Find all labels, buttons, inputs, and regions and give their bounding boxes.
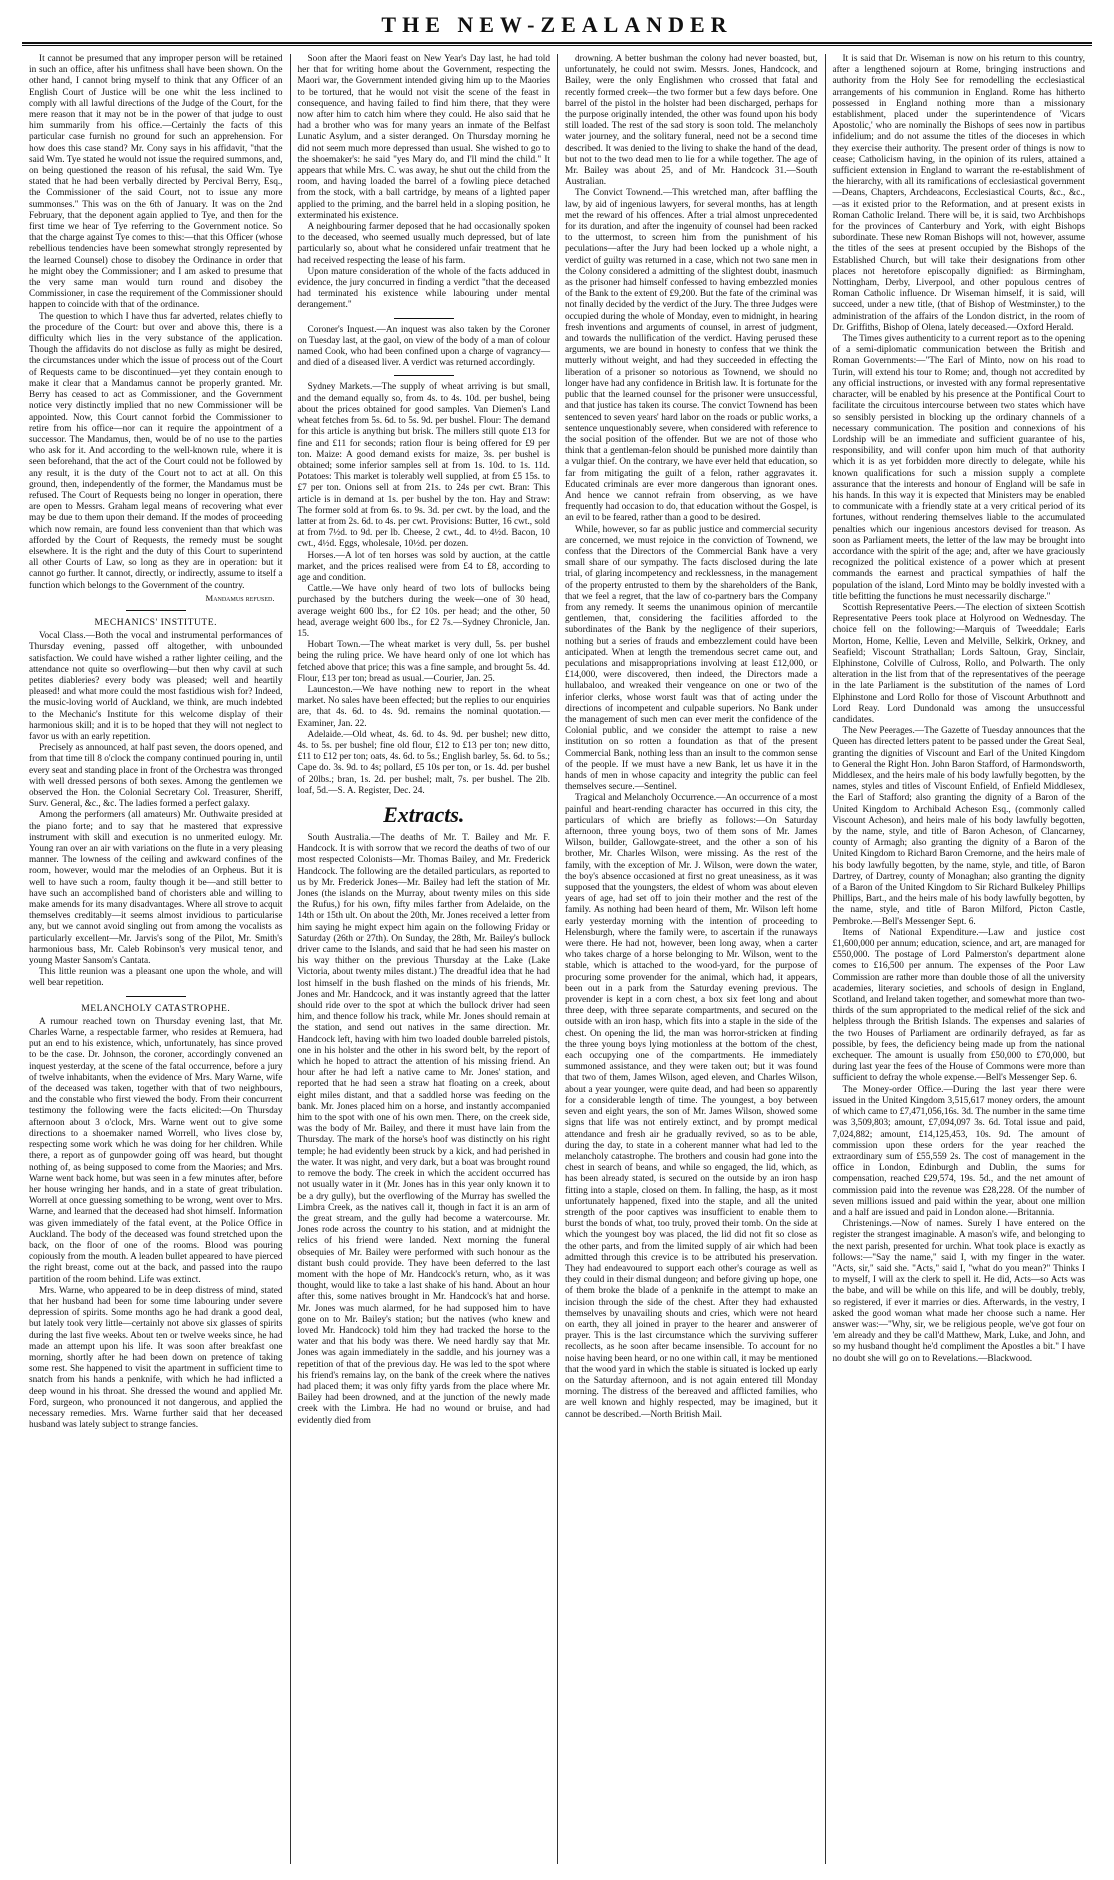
paragraph: drowning. A better bushman the colony had never boasted, but, unfortunately, he could not swim. Messrs. Jones, Handcock, and Bailey, were the only Englishmen who crossed that fatal and recently formed creek—the two former but a few days before. One barrel of the pistol in the holster had been discharged, perhaps for the purpose originally intended, the other was found upon his body still loaded. The rest of the sad story is soon told. The melancholy water journey, and the solitary funeral, need not be a second time described. It was denied to the living to shake the hand of the dead, but not to the two dead men to lie for a while together. The age of Mr. Bailey was about 25, and of Mr. Handcock 31.—South Australian. bbox=[565, 54, 818, 188]
column-2 bbox=[290, 54, 558, 1864]
masthead-rule bbox=[22, 42, 1092, 46]
paragraph: Precisely as announced, at half past seven, the doors opened, and from that time till 8 o'clock the company continued pouring in, until every seat and standing place in front of the Orchestra was thronged with well dressed persons of both sexes. Among the gentlemen we observed the Hon. the Colonial Secretary Col. Treasurer, Sheriff, Surv. General, &c., &c. The ladies formed a perfect galaxy. bbox=[29, 743, 283, 810]
section-heading: MECHANICS' INSTITUTE. bbox=[94, 616, 218, 628]
paragraph: A neighbouring farmer deposed that he had occasionally spoken to the deceased, who seemed usually much depressed, but of late particularly so, about what he considered unfair treatment that he had received respecting the lease of his farm. bbox=[297, 222, 550, 266]
paragraph: Adelaide.—Old wheat, 4s. 6d. to 4s. 9d. per bushel; new ditto, 4s. to 5s. per bushel; fine old flour, £12 to £13 per ton; new ditto, £11 to £12 per ton; oats, 4s. 6d. to 5s.; English barley, 5s. 6d. to 5s.; Cape do. 3s. 9d. to 4s; pollard, £5 10s per ton, or 1s. 4d. per bushel of 20lbs.; bran, 1s. 2d. per bushel; malt, 7s. per bushel. The 2lb. loaf, 5d.—S. A. Register, Dec. 24. bbox=[297, 729, 550, 796]
paragraph: Vocal Class.—Both the vocal and instrumental performances of Thursday evening, passed off altogether, with unbounded satisfaction. We could have wished a rather lighter ceiling, and the attendance not quite so overflowing—but then why cavil at such petites diableries? every body was pleased; well and heartily pleased! and what more could the most fastidious wish for? Indeed, the music-loving world of Auckland, we think, are much indebted to the Mechanic's Institute for this welcome display of their harmonious skill; and it is to be hoped that they will not neglect to favor us with an early repetition. bbox=[29, 631, 283, 742]
paragraph: Upon mature consideration of the whole of the facts adduced in evidence, the jury concurred in finding a verdict "that the deceased had terminated his existence while labouring under mental derangement." bbox=[297, 266, 550, 311]
column-1 bbox=[22, 54, 290, 1864]
paragraph: The Times gives authenticity to a current report as to the opening of a semi-diplomatic communication between the British and Roman Governments:—"The Earl of Minto, now on his road to Turin, will extend his tour to Rome; and, though not accredited by any official instructions, or invested with any formal representative character, will be enabled by his presence at the Pontifical Court to facilitate the circuitous intercourse between two states which have so sensibly persisted in blocking up the ordinary channels of a necessary communication. The position and connexions of his Lordship will be an immediate and sufficient guarantee of his, responsibility, and will confer upon him much of that authority which it is as yet forbidden more directly to delegate, while his known qualifications for such a mission supply a complete assurance that the interests and honour of England will be safe in his hands. In this way it is expected that Ministers may be enabled to communicate with a friendly state at a very critical period of its fortunes, without rendering themselves liable to the accumulated penalties which our ingenious ancestors devised for treason. As soon as Parliament meets, the letter of the law may be brought into accordance with the spirit of the age; and, after we have graciously recognized the political existence of a power which at present commands the earnest and practical sympathies of half the population of the island, Lord Minto may be boldly invested with a title befitting the functions he must necessarily discharge." bbox=[832, 334, 1085, 602]
paragraph: It is said that Dr. Wiseman is now on his return to this country, after a lengthened sojourn at Rome, bringing instructions and authority from the Holy See for remodelling the ecclesiastical arrangements of his communion in England. Rome has hitherto possessed in England nothing more than a missionary establishment, placed under the superintendence of 'Vicars Apostolic,' who are nominally the Bishops of sees now in partibus infidelium; and do not assume the titles of the dioceses in which they exercise their authority. The present order of things is now to cease; Catholicism having, in the opinion of its rulers, attained a sufficient extension in England to warrant the re-establishment of the hierarchy, with all its ramifications of ecclesiastical government—Deans, Chapters, Archdeacons, Ecclesiastical Courts, &c., &c.,—as it existed prior to the Reformation, and at present exists in Roman Catholic Ireland. There will be, it is said, two Archbishops for the provinces of Canterbury and York, with eight Bishops subordinate. These new Roman Bishops will not, however, assume the titles of the sees at present occupied by the Bishops of the Established Church, but will take their designations from other places not heretofore episcopally dignified: as Birmingham, Nottingham, Derby, Liverpool, and other populous centres of Roman Catholic influence. Dr Wiseman himself, it is said, will succeed, under a new title, (that of Bishop of Westminster,) to the administration of the affairs of the London district, in the room of Dr. Griffiths, Bishop of Olena, lately deceased.—Oxford Herald. bbox=[832, 54, 1085, 333]
divider bbox=[126, 610, 186, 611]
divider bbox=[394, 375, 454, 376]
newspaper-page bbox=[22, 12, 1092, 1870]
extracts-heading: Extracts. bbox=[383, 802, 465, 827]
paragraph: The Convict Townend.—This wretched man, after baffling the law, by aid of ingenious lawyers, for several months, has at length met the reward of his offences. After a trial almost unprecedented for its duration, and after the ingenuity of counsel had been racked to the uttermost, to screen him from the punishment of his peculations—after the Jury had been locked up a whole night, a verdict of guilty was returned in a case, which not two sane men in the Colony considered a admitting of the slightest doubt, inasmuch as the prisoner had himself confessed to having embezzled monies of the Bank to the extent of £9,200. But the fate of the criminal was not finally decided by the verdict of the Jury. The three Judges were occupied during the whole of Monday, even to midnight, in hearing fresh inventions and arguments of counsel, in arrest of judgment, and towards the nullification of the verdict. Having perused these arguments, we are bound in honesty to confess that we think the mutterly without weight, and had they succeeded in effecting the liberation of a prisoner so notorious as Townend, we should no longer have had any confidence in British law. It is fortunate for the public that the learned counsel for the prisoner were unsuccessful, and that justice has taken its course. The convict Townend has been sentenced to seven years' hard labor on the roads or public works, a sentence unquestionably severe, when considered with reference to the social position of the offender. But we are not of those who think that a gentleman-felon should be punished more daintily than a vulgar thief. On the contrary, we have ever held that education, so far from mitigating the guilt of a felon, rather aggravates it. Educated criminals are ever more dangerous than ignorant ones. And hence we cannot refrain from observing, as we have frequently had occasion to do, that education without the Gospel, is an evil to be feared, rather than a good to be desired. bbox=[565, 188, 818, 524]
signature-line: Mandamus refused. bbox=[205, 592, 275, 603]
paragraph: Items of National Expenditure.—Law and justice cost £1,600,000 per annum; education, science, and art, are managed for £550,000. The postage of Lord Palmerston's department alone comes to £16,500 per annum. The expenses of the Poor Law Commission are rather more than double those of all the university academies, literary societies, and schools of design in England, Scotland, and Ireland taken together, and somewhat more than two-thirds of the sum appropriated to the medical relief of the sick and helpless through the British Islands. The expenses and salaries of the two Houses of Parliament are ordinarily defrayed, as far as possible, by fees, the deficiency being made up from the national exchequer. The amount is usually from £50,000 to £70,000, but during last year the fees of the House of Commons were more than sufficient to defray the whole expense.—Bell's Messenger Sep. 6. bbox=[832, 927, 1085, 1084]
paragraph: Horses.—A lot of ten horses was sold by auction, at the cattle market, and the prices realised were from £4 to £8, according to age and condition. bbox=[297, 550, 550, 583]
paragraph: Christenings.—Now of names. Surely I have entered on the register the strangest imaginable. A mason's wife, and belonging to the next parish, presented for urchin. What took place is exactly as follows:—"Say the name," said I, with my finger in the water. "Acts, sir," said she. "Acts," said I, "what do you mean?" Thinks I to myself, I will ax the clerk to spell it. He did, Acts—so Acts was the babe, and will be while on this life, and will be doubly, trebly, so registered, if ever it marries or dies. Afterwards, in the vestry, I asked the good woman what made her choose such a name. Her answer was:—"Why, sir, we be religious people, we've got four on 'em already and they be call'd Matthew, Mark, Luke, and John, and so my husband thought he'd compliment the Apostles a bit." I have no doubt she will go on to Revelations.—Blackwood. bbox=[832, 1219, 1085, 1364]
column-3 bbox=[557, 54, 825, 1864]
paragraph: South Australia.—The deaths of Mr. T. Bailey and Mr. F. Handcock. It is with sorrow that we record the deaths of two of our most respected Colonists—Mr. Thomas Bailey, and Mr. Frederick Handcock. The following are the detailed particulars, as reported to us by Mr. Frederick Jones—Mr. Bailey had left the station of Mr. Jones (the islands on the Murray, about twenty miles on this side the Rufus,) for his own, fifty miles farther from Adelaide, on the 14th or 15th ult. On about the 20th, Mr. Jones received a letter from him saying he might expect him again on the following Friday or Saturday (26th or 27th). On Sunday, the 28th, Mr. Bailey's bullock driver came to the Islands, and said that he had seen his master on his way thither on the previous Thursday at the Lake (Lake Victoria, about twenty miles distant.) The dreadful idea that he had lost himself in the bush flashed on the minds of his friends, Mr. Jones and Mr. Handcock, and it was instantly agreed that the latter should ride over to the spot at which the bullock driver had seen him, and thence follow his track, while Mr. Jones should remain at the station, and send out natives in the same direction. Mr. Handcock left, having with him two loaded double barreled pistols, one in his holster and the other in his sword belt, by the report of which he hoped to attract the attention of his missing friend. An hour after he had left a native came to Mr. Jones' station, and reported that he had seen a straw hat floating on a creek, about eight miles distant, and that a saddled horse was feeding on the bank. Mr. Jones placed him on a horse, and instantly accompanied him to the spot with one of his own men. There, on the creek side, was the body of Mr. Bailey, and there it must have lain from the Thursday. The mark of the horse's hoof was distinctly on his right temple; he had evidently been struck by a kick, and had perished in the water. It was night, and very dark, but a boat was brought round to remove the body. The creek in which the accident occurred has not usually water in it (Mr. Jones has in this year only known it to be a dry gully), but the overflowing of the Murray has swelled the Limbra Creek, as the natives call it, though in fact it is an arm of the great stream, and the gully had become a watercourse. Mr. Jones rode across the country to his station, and at midnight the relics of his friend were landed. Next morning the funeral obsequies of Mr. Bailey were performed with such honour as the distant bush could provide. They have been deferred to the last moment with the hope of Mr. Handcock's return, who, as it was thought, would like to take a last shake of his hand. About an hour after this, some natives brought in Mr. Handcock's hat and horse. Mr. Jones was much alarmed, for he had supposed him to have gone on to Mr. Bailey's station; but the natives (who knew and loved Mr. Handcock) told him they had tracked the horse to the water and that his body was there. We need hardly say that Mr. Jones was again immediately in the saddle, and his journey was a repetition of that of the previous day. He was led to the spot where his friend's remains lay, on the bank of the creek where the natives had placed them; it was only fifty yards from the place where Mr. Bailey had been drowned, and at the junction of the newly made creek with the Limbra. He had no wound or bruise, and had evidently died from bbox=[297, 833, 550, 1426]
paragraph: Scottish Representative Peers.—The election of sixteen Scottish Representative Peers took place at Holyrood on Wednesday. The choice fell on the following:—Marquis of Tweeddale; Earls Morton, Home, Kellie, Leven and Melville, Selkirk, Orkney, and Seafield; Viscount Strathallan; Lords Saltoun, Gray, Sinclair, Elphinstone, Colville of Culross, Rollo, and Polwarth. The only alteration in the list from that of the representatives of the peerage in the late Parliament is the substitution of the names of Lord Elphinstone and Lord Rollo for those of Viscount Arbuthnott and Lord Reay. Lord Dundonald was among the unsuccessful candidates. bbox=[832, 602, 1085, 725]
paragraph: It cannot be presumed that any improper person will be retained in such an office, after his unfitness shall have been shown. On the other hand, I cannot bring myself to think that any Officer of an English Court of Justice will be one whit the less inclined to comply with all lawful directions of the Judge of the Court, for the mere reason that it may not be in the power of that judge to oust him summarily from his office.—Certainly the facts of this particular case furnish no ground for such an apprehension. For how does this case stand? Mr. Cony says in his affidavit, "that the said Wm. Tye stated he would not issue the required summons, and, on being questioned the reason of his refusal, the said Wm. Tye stated that he had been verbally directed by Percival Berry, Esq., the Commissioner of the said Court, not to issue any more summonses." This was on the 6th of January. It was on the 2nd February, that the deponent again applied to Tye, and then for the first time we hear of Tye referring to the Government notice. So that the charge against Tye comes to this:—that this Officer (whose rebellious tendencies have been somewhat strongly represented by the learned Counsel) chose to disobey the Ordinance in order that he might obey the Commissioner; and I am asked to presume that the very same man would turn round and disobey the Commissioner, in case the requirement of the Commissioner should happen to coincide with that of the ordinance. bbox=[29, 54, 283, 311]
paragraph: The question to which I have thus far adverted, relates chiefly to the procedure of the Court: but over and above this, there is a difficulty which lies in the very substance of the application. Though the affidavits do not disclose as fully as might be desired, the circumstances under which the issue of process out of the Court of Requests came to be discontinued—yet they contain enough to make it clear that a Mandamus cannot be properly granted. Mr. Berry has ceased to act as Commissioner, and the Government notice very distinctly implied that no new Commissioner will be appointed. Now, this Court cannot forbid the Commissioner to retire from his office—nor can it require the appointment of a successor. The Mandamus, then, would be of no use to the parties who ask for it. And according to the well-known rule, where it is seen beforehand, that the act of the Court could not be followed by any result, it is the duty of the Court not to act at all. On this ground, then, independently of the former, the Mandamus must be refused. The Court of Requests being no longer in operation, there are open to Messrs. Graham legal means of recovering what ever may be due to them upon their demand. If the modes of proceeding which now remain, are found less convenient than that which was afforded by the Court of Requests, the remedy must be sought elsewhere. It is the right and the duty of this Court to superintend all other Courts of Law, so long as they are in operation: but it cannot go further. It cannot, directly, or indirectly, assume to itself a function which belongs to the Government of the country. bbox=[29, 311, 283, 591]
paragraph: Soon after the Maori feast on New Year's Day last, he had told her that for writing home about the Government, respecting the Maori war, the Government intended giving him up to the Maories to be tortured, that he would not visit the scene of the feast in consequence, and having failed to find him there, that they were now after him to catch him where they could. He also said that he had a brother who was for many years an inmate of the Belfast Lunatic Asylum, and a sister deranged. On Thursday morning he did not seem much more depressed than usual. She wished to go to the shoemaker's: he said "yes Mary do, and I'll mind the child." It appears that while Mrs. C. was away, he shut out the child from the room, and having loaded the barrel of a fowling piece detached from the stock, with a ball cartridge, by means of a lighted paper applied to the priming, and the barrel held in a sloping position, he exterminated his existence. bbox=[297, 54, 550, 221]
paragraph: Cattle.—We have only heard of two lots of bullocks being purchased by the butchers during the week—one of 30 head, average weight 600 lbs., for £2 10s. per head; and the other, 50 head, average weight 600 lbs., for £2 7s.—Sydney Chronicle, Jan. 15. bbox=[297, 584, 550, 639]
paragraph: A rumour reached town on Thursday evening last, that Mr. Charles Warne, a respectable farmer, who resides at Remuera, had put an end to his existence, which, unfortunately, has since proved to be the case. Dr. Johnson, the coroner, accordingly convened an inquest yesterday, at the scene of the fatal occurrence, before a jury of twelve inhabitants, when the evidence of Mrs. Mary Warne, wife of the deceased was taken, together with that of two neighbours, and the constable who first viewed the body. From their concurrent testimony the following were the facts elicited:—On Thursday afternoon about 3 o'clock, Mrs. Warne went out to give some directions to a shoemaker named Worrell, who lives close by, respecting some work which he was doing for her children. While there, a report as of gunpowder going off was heard, but thought nothing of, as being supposed to come from the Maories; and Mrs. Warne went back home, but was seen in a few minutes after, before her house wringing her hands, and in a state of great tribulation. Worrell at once guessing something to be wrong, went over to Mrs. Warne, and learned that the deceased had shot himself. Information was given immediately of the fatal event, at the Police Office in Auckland. The body of the deceased was found stretched upon the back, on the floor of one of the rooms. Blood was pouring copiously from the mouth. A leaden bullet appeared to have pierced the right breast, come out at the back, and passed into the raupo partition of the room behind. Life was extinct. bbox=[29, 1016, 283, 1285]
column-4 bbox=[825, 54, 1093, 1864]
paragraph: Tragical and Melancholy Occurrence.—An occurrence of a most painful and heart-rending character has occurred in this city, the particulars of which are briefly as follows:—On Saturday afternoon, three young boys, two of them sons of Mr. James Wilson, builder, Gallowgate-street, and the other a son of his brother, Mr. Charles Wilson, were missing. As the rest of the family, with the exception of Mr. J. Wilson, were down the water, the boy's absence occasioned at first no great uneasiness, as it was supposed that the youngsters, the eldest of whom was about eleven years of age, had set off to join their mother and the rest of the family. As nothing had been heard of them, Mr. Wilson left home early yesterday morning with the intention of proceeding to Helensburgh, where the family were, to ascertain if the runaways were there. He had not, however, been long away, when a carter who takes charge of a horse belonging to Mr. Wilson, went to the stable, which is attached to the wood-yard, for the purpose of procuring some provender for the animal, which had, it appears, been out in a park from the Saturday evening previous. The provender is kept in a corn chest, a box six feet long and about three deep, with three separate compartments, and secured on the outside with an iron hasp, which fits into a staple in the side of the chest. On opening the lid, the man was horror-stricken at finding the three young boys lying motionless at the bottom of the chest, each occupying one of the compartments. He immediately summoned assistance, and they were taken out; but it was found that two of them, James Wilson, aged eleven, and Charles Wilson, about a year younger, were quite dead, and had been so apparently for a considerable length of time. The youngest, a boy between seven and eight years, the son of Mr. James Wilson, showed some signs that life was not entirely extinct, and by prompt medical attendance and fresh air he gradually revived, so as to be able, during the day, to state in a coherent manner what had led to the melancholy catastrophe. The brothers and cousin had gone into the chest in search of beans, and while so engaged, the lid, which, as has been already stated, is secured on the outside by an iron hasp fitting into a staple, closed on them. In falling, the hasp, as it most unfortunately happened, fixed into the staple, and all the united strength of the poor captives was insufficient to enable them to burst the bonds of what, too truly, proved their tomb. On the side at which the youngest boy was placed, the lid did not fit so close as the other parts, and from the limited supply of air which had been admitted through this crevice is to be attributed his preservation. They had endeavoured to support each other's courage as well as they could in their dismal dungeon; and before giving up hope, one of them broke the blade of a penknife in the attempt to make an incision through the side of the chest. After they had exhausted themselves by unavailing shouts and cries, which were not heard on earth, they all joined in prayer to the hearer and answerer of prayer. This is the last circumstance which the surviving sufferer recollects, as he soon after became insensible. To account for no noise having been heard, or no one within call, it may be mentioned that the wood yard in which the stable is situated is locked up early on the Saturday afternoon, and is not again entered till Monday morning. The distress of the bereaved and afflicted families, who are well known and highly respected, may be imagined, but it cannot be described.—North British Mail. bbox=[565, 793, 818, 1420]
masthead: THE NEW-ZEALANDER bbox=[381, 12, 733, 37]
columns bbox=[22, 54, 1092, 1864]
paragraph: While, however, so far as public justice and commercial security are concerned, we must rejoice in the conviction of Townend, we confess that the Directors of the Commercial Bank have a very small share of our sympathy. The facts disclosed during the late trial, of glaring incompetency and recklessness, in the management of the property entrusted to them by the shareholders of the Bank, that we feel a regret, that the law of co-partnery bars the Company from any remedy. It seems the unanimous opinion of mercantile gentlemen, that, considering the facilities afforded to the subordinates of the Bank by the negligence of their superiors, nothing but a series of frauds and embezzlement could have been anticipated. When at length the tremendous secret came out, and peculations and misappropriations involving at least £12,000, or £14,000, were discovered, then indeed, the Directors made a hullabaloo, and wreaked their vengeance on one or two of the inferior clerks, whose worst fault was that of acting under the directions of incompetent and culpable superiors. No Bank under the management of such men can ever merit the confidence of the Colonial public, and we consider the attempt to raise a new institution on so rotten a foundation as that of the present Commercial Bank, nothing less than an insult to the common sense of the people. If we must have a new Bank, let us have it in the hands of men in whose capacity and integrity the public can feel themselves secure.—Sentinel. bbox=[565, 524, 818, 793]
paragraph: Launceston.—We have nothing new to report in the wheat market. No sales have been effected; but the replies to our enquiries are, that 4s. 6d. to 4s. 9d. remains the nominal quotation.—Examiner, Jan. 22. bbox=[297, 684, 550, 729]
paragraph: Mrs. Warne, who appeared to be in deep distress of mind, stated that her husband had been for some time labouring under severe depression of spirits. Some months ago he had drank a good deal, but lately took very little—certainly not above six glasses of spirits during the last five weeks. About ten or twelve weeks since, he had made an attempt upon his life. It was soon after breakfast one morning, shortly after he had been down on pretence of taking some rest. She happened to visit the apartment in sufficient time to snatch from his hands a penknife, with which he had inflicted a deep wound in his throat. She dressed the wound and applied Mr. Ford, surgeon, who pronounced it not dangerous, and applied the necessary remedies. Mrs. Warne further said that her deceased husband was lately subject to strange fancies. bbox=[29, 1285, 283, 1431]
paragraph: This little reunion was a pleasant one upon the whole, and will well bear repetition. bbox=[29, 967, 283, 989]
paragraph: Hobart Town.—The wheat market is very dull, 5s. per bushel being the ruling price. We have heard only of one lot which has fetched above that price; this was a fine sample, and brought 5s. 4d. Flour, £13 per ton; bread as usual.—Courier, Jan. 25. bbox=[297, 640, 550, 684]
paragraph: The Money-order Office.—During the last year there were issued in the United Kingdom 3,515,617 money orders, the amount of which came to £7,471,056,16s. 3d. The number in the same time was 3,509,803; amount, £7,094,097 3s. 6d. Total issue and paid, 7,024,882; amount, £14,125,453, 10s. 9d. The amount of commission upon these orders for the year reached the extraordinary sum of £55,559 2s. The cost of management in the office in London, Edinburgh and Dublin, the sums for compensation, reached £29,574, 19s. 5d., and the net amount of commission paid into the revenue was £28,228. Of the number of seven millions issued and paid within the year, about one million and a half are issued and paid in London alone.—Britannia. bbox=[832, 1084, 1085, 1218]
paragraph: Among the performers (all amateurs) Mr. Outhwaite presided at the piano forte; and to say that he mastered that expressive instrument with skill and execution is no unmerited eulogy. Mr. Young ran over an air with variations on the flute in a very pleasing manner. The lowness of the ceiling and awkward confines of the room, however, would mar the melodies of an Orpheus. But it is well to have such a room, faulty though it be—and still better to have such an accomplished band of choristers able and willing to make amends for its many disadvantages. Where all strove to acquit themselves creditably—it seems almost invidious to particularise any, but we cannot avoid singling out from among the vocalists as particularly excellent—Mr. Jarvis's song of the Pilot, Mr. Smith's harmonious bass, Mr. Caleb Robinson's very musical tenor, and young Master Sansom's Cantata. bbox=[29, 810, 283, 967]
paragraph: Coroner's Inquest.—An inquest was also taken by the Coroner on Tuesday last, at the gaol, on view of the body of a man of colour named Cook, who had been confined upon a charge of vagrancy—and died of a diseased liver. A verdict was returned accordingly. bbox=[297, 324, 550, 369]
section-heading: MELANCHOLY CATASTROPHE. bbox=[81, 1002, 231, 1014]
paragraph: Sydney Markets.—The supply of wheat arriving is but small, and the demand equally so, from 4s. to 4s. 10d. per bushel, being about the prices obtained for good samples. Van Diemen's Land wheat fetches from 5s. 6d. to 5s. 9d. per bushel. Flour: The demand for this article is anything but brisk. The millers still quote £13 for fine and £11 for seconds; ration flour is being offered for £9 per ton. Maize: A good demand exists for maize, 3s. per bushel is obtained; some inferior samples sell at from 1s. 10d. to 1s. 11d. Potatoes: This market is tolerably well supplied, at from £5 15s. to £7 per ton. Onions sell at from 21s. to 24s per cwt. Bran: This article is in demand at 1s. per bushel by the ton. Hay and Straw: The former sold at from 6s. to 9s. 3d. per cwt. by the load, and the latter at from 2s. 6d. to 4s. per cwt. Provisions: Butter, 16 cwt., sold at from 7½d. to 9d. per lb. Cheese, 2 cwt., 4d. to 4½d. Bacon, 10 cwt., 4½d. Eggs, wholesale, 10½d. per dozen. bbox=[297, 382, 550, 550]
paragraph: The New Peerages.—The Gazette of Tuesday announces that the Queen has directed letters patent to be passed under the Great Seal, granting the dignities of Viscount and Earl of the United Kingdom to General the Right Hon. John Baron Stafford, of Harmondsworth, Middlesex, and the heirs male of his body lawfully begotten, by the names, styles and titles of Viscount Enfield, of Enfield Middlesex, the Earl of Stafford; also granting the dignity of a Baron of the United Kingdom to Archibald Acheson Esq., (commonly called Viscount Acheson), and heirs male of his body lawfully begotten, by the name, style, and title of Baron Acheson, of Clancarney, county of Armagh; also granting the dignity of a Baron of the United Kingdom to Richard Baron Cremorne, and the heirs male of his body lawfully begotten, by the name, style, and title, of Baron Dartrey, of Dartrey, county of Monaghan; also granting the dignity of a Baron of the United Kingdom to Sir Richard Bulkeley Phillips Phillips, Bart., and the heirs male of his body lawfully begotten, by the name, style, and title of Baron Milford, Picton Castle, Pembroke.—Bell's Messenger Sept. 6. bbox=[832, 726, 1085, 927]
divider bbox=[394, 318, 454, 319]
divider bbox=[126, 996, 186, 997]
